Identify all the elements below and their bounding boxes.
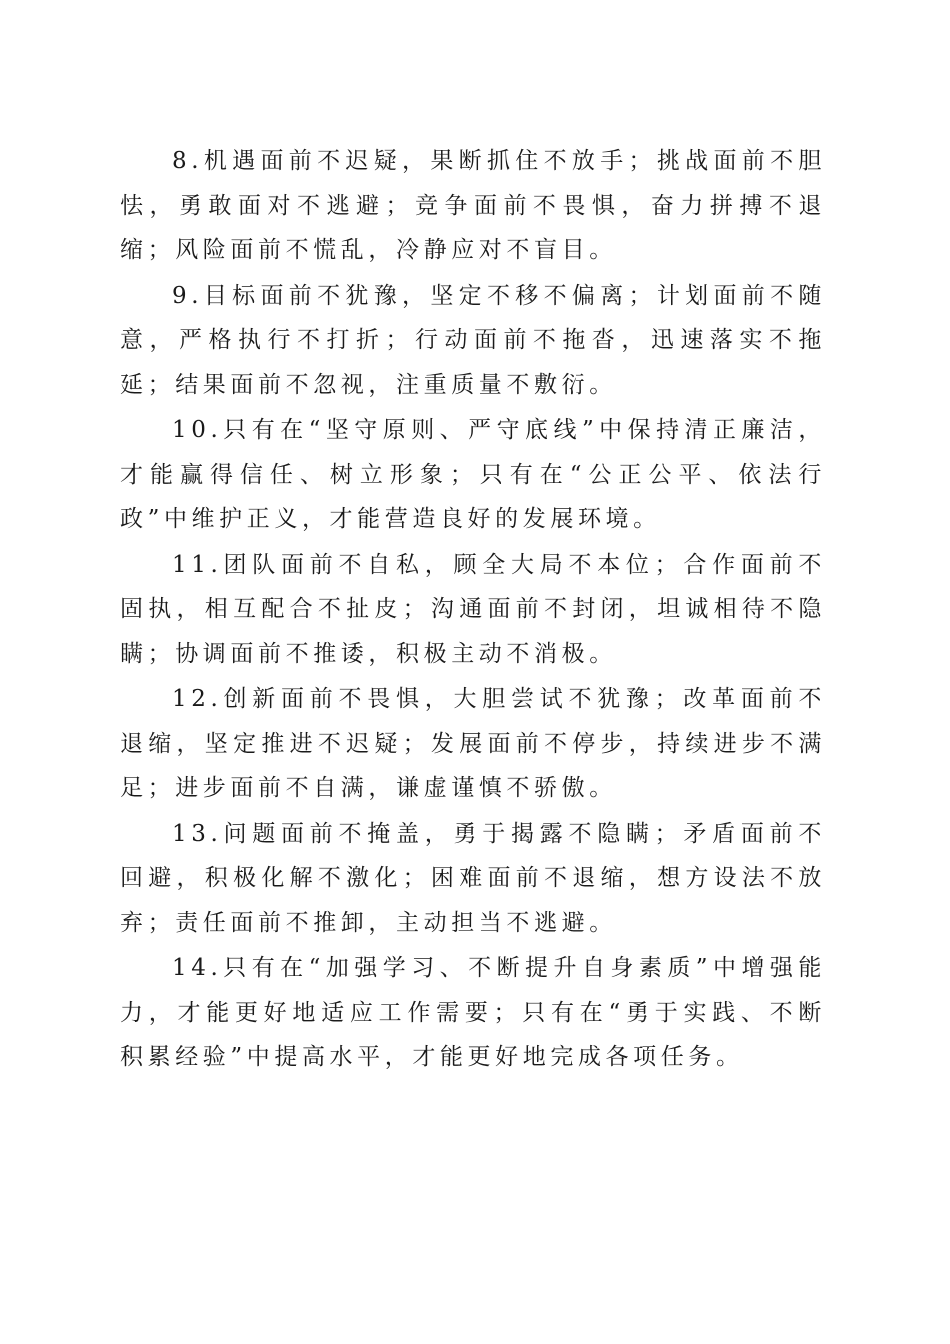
paragraph-14: 14.只有在“加强学习、不断提升自身素质”中增强能力，才能更好地适应工作需要；只有在“勇于实践、不断积累经验”中提高水平，才能更好地完成各项任务。 — [120, 955, 826, 1070]
paragraph-12: 12.创新面前不畏惧，大胆尝试不犹豫；改革面前不退缩，坚定推进不迟疑；发展面前不停步，持续进步不满足；进步面前不自满，谦虚谨慎不骄傲。 — [120, 686, 826, 801]
document-body — [120, 139, 826, 1081]
paragraph-9: 9.目标面前不犹豫，坚定不移不偏离；计划面前不随意，严格执行不打折；行动面前不拖沓，迅速落实不拖延；结果面前不忽视，注重质量不敷衍。 — [120, 282, 826, 398]
paragraph-11: 11.团队面前不自私，顾全大局不本位；合作面前不固执，相互配合不扯皮；沟通面前不封闭，坦诚相待不隐瞒；协调面前不推诿，积极主动不消极。 — [120, 551, 826, 667]
paragraph-8: 8.机遇面前不迟疑，果断抓住不放手；挑战面前不胆怯，勇敢面对不逃避；竞争面前不畏惧，奋力拼搏不退缩；风险面前不慌乱，冷静应对不盲目。 — [120, 148, 826, 263]
paragraph-13: 13.问题面前不掩盖，勇于揭露不隐瞒；矛盾面前不回避，积极化解不激化；困难面前不退缩，想方设法不放弃；责任面前不推卸，主动担当不逃避。 — [120, 820, 826, 936]
paragraph-10: 10.只有在“坚守原则、严守底线”中保持清正廉洁，才能赢得信任、树立形象；只有在“公正公平、依法行政”中维护正义，才能营造良好的发展环境。 — [120, 417, 826, 532]
